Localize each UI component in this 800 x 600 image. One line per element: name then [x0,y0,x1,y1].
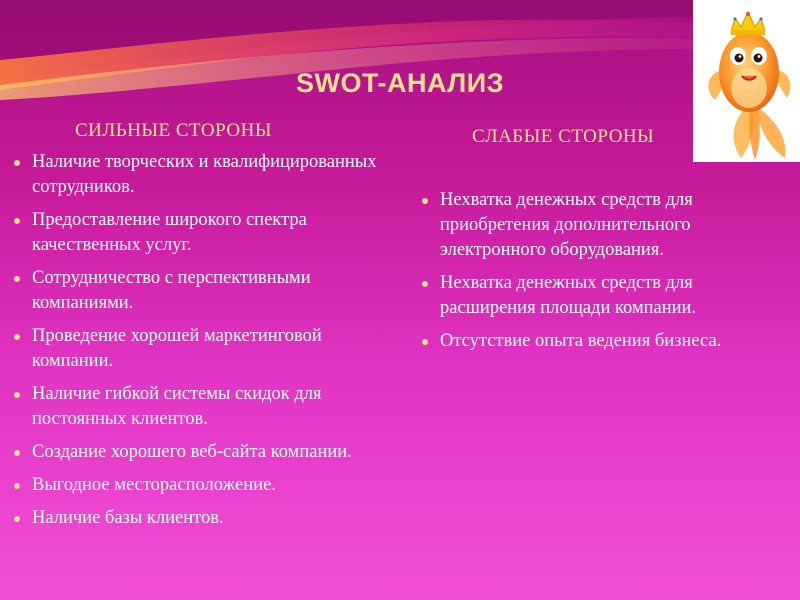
bullet-icon [14,450,20,456]
strengths-list [10,150,390,539]
list-item-text: Создание хорошего веб-сайта компании. [32,442,352,462]
list-item-text: Нехватка денежных средств для расширения площади компании. [440,273,697,318]
list-item [418,329,758,354]
list-item-text: Наличие гибкой системы скидок для постоянных клиентов. [32,384,322,429]
bullet-icon [422,198,428,204]
bullet-icon [14,483,20,489]
list-item [418,271,758,321]
bullet-icon [14,218,20,224]
goldfish-with-crown-icon [693,0,800,162]
list-item-text: Сотрудничество с перспективными компаниями. [32,268,311,313]
list-item [418,188,758,263]
weaknesses-list [418,188,758,362]
list-item [10,440,390,465]
bullet-icon [422,281,428,287]
list-item [10,150,390,200]
list-item [10,382,390,432]
list-item [10,324,390,374]
bullet-icon [422,339,428,345]
page-title: SWOT-АНАЛИЗ [295,68,505,98]
list-item [10,473,390,498]
list-item-text: Предоставление широкого спектра качественных услуг. [32,210,307,255]
list-item [10,266,390,316]
list-item [10,208,390,258]
strengths-heading: СИЛЬНЫЕ СТОРОНЫ [75,120,272,141]
bullet-icon [14,160,20,166]
list-item [10,506,390,531]
list-item-text: Нехватка денежных средств для приобретения дополнительного электронного оборудования. [440,190,693,260]
bullet-icon [14,334,20,340]
bullet-icon [14,276,20,282]
goldfish-image [693,0,800,162]
list-item-text: Отсутствие опыта ведения бизнеса. [440,331,722,351]
bullet-icon [14,392,20,398]
list-item-text: Проведение хорошей маркетинговой компании. [32,326,322,371]
weaknesses-heading: СЛАБЫЕ СТОРОНЫ [472,126,655,147]
list-item-text: Наличие творческих и квалифицированных сотрудников. [32,152,377,197]
list-item-text: Наличие базы клиентов. [32,508,224,528]
list-item-text: Выгодное месторасположение. [32,475,276,495]
bullet-icon [14,516,20,522]
